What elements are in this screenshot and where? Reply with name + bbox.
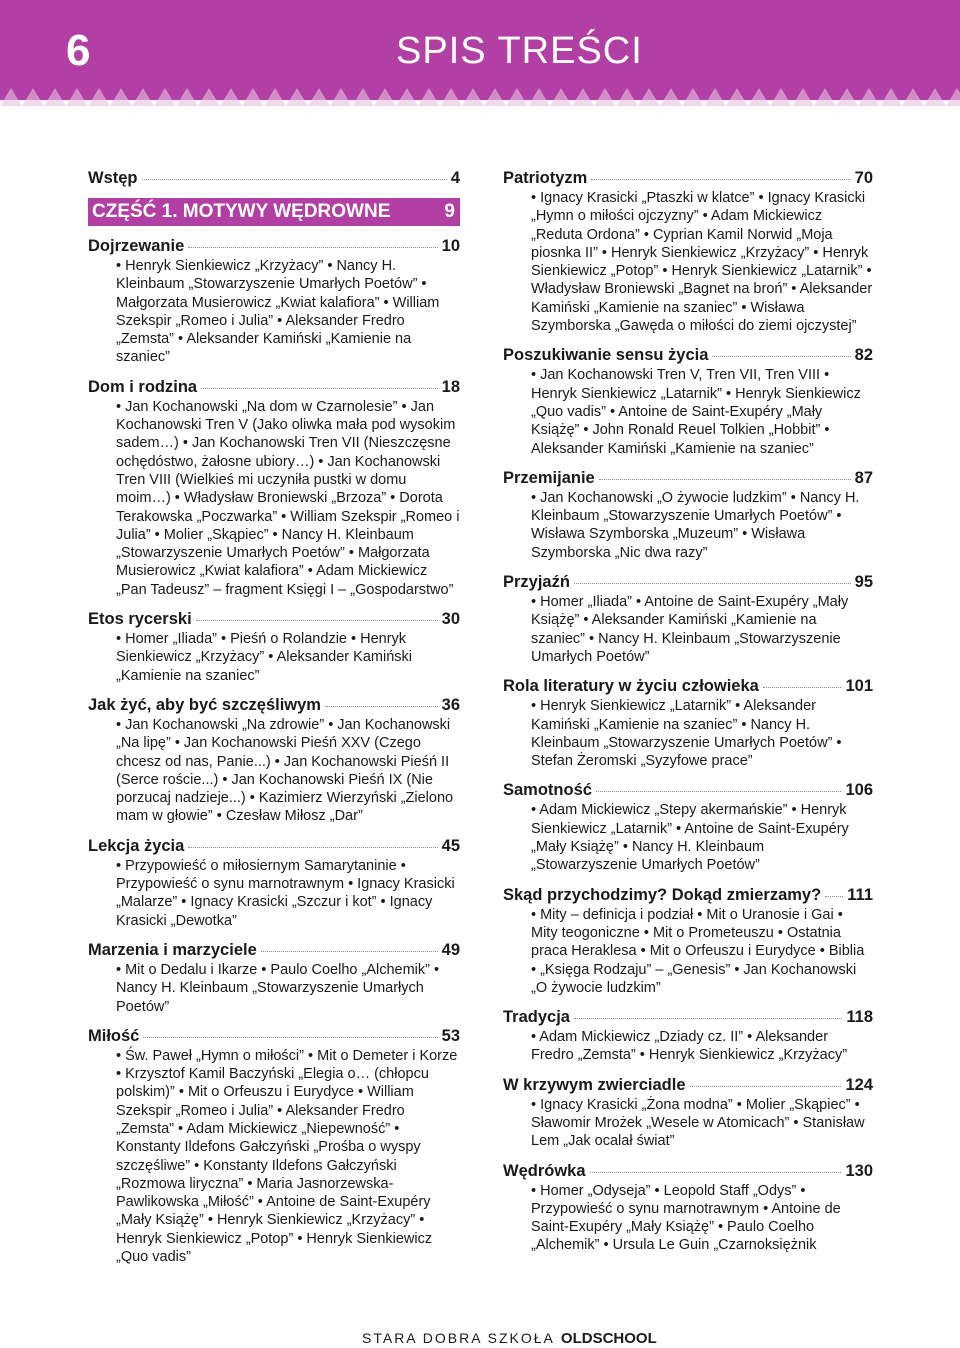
toc-entry-page: 106 [845, 781, 873, 800]
toc-entry-heading [503, 1075, 873, 1095]
footer-text: STARA DOBRA SZKOŁA [362, 1330, 555, 1346]
toc-entry [503, 345, 873, 457]
toc-entry-heading [88, 1026, 460, 1046]
toc-entry-heading [503, 345, 873, 365]
footer [362, 1330, 657, 1347]
toc-entry-page: 82 [854, 346, 873, 365]
dot-leader [599, 479, 851, 480]
toc-right-column [503, 168, 873, 1265]
toc-entry [88, 377, 460, 599]
toc-entry-title: Przyjaźń [503, 573, 570, 592]
toc-entry-works: • Ignacy Krasicki „Ptaszki w klatce” • Ignacy Krasicki „Hymn o miłości ojczyzny” • Adam Mickiewicz „Reduta Ordona” • Cyprian Kamil Norwid „Moja piosnka II” • Henryk Sienkiewicz „Krzyżacy” • Henryk Sienkiewicz „Potop” • Henryk Sienkiewicz „Latarnik” • Władysław Broniewski „Bagnet na broń” • Aleksander Kamiński „Kamienie na szaniec” • Wisława Szymborska „Gawęda o miłości do ziemi ojczystej” [531, 190, 873, 335]
toc-entry-page: 130 [845, 1161, 873, 1180]
dot-leader [712, 356, 850, 357]
toc-entry [88, 609, 460, 685]
toc-entry-page: 70 [854, 169, 873, 187]
toc-entry-heading [88, 236, 460, 256]
dot-leader [590, 1172, 842, 1173]
toc-entry-title: Tradycja [503, 1008, 570, 1027]
toc-entry-page: 10 [441, 237, 460, 255]
toc-entry-works: • Jan Kochanowski „Na zdrowie” • Jan Kochanowski „Na lipę” • Jan Kochanowski Pieśń XXV (Czego chcesz od nas, Panie...) • Jan Kochanowski Pieśń II (Serce roście...) • Jan Kochanowski Pieśń IX (Nie porzucaj nadzieje...) • Kazimierz Wierzyński „Zielono mam w głowie” • Czesław Miłosz „Dar” [116, 716, 454, 825]
dot-leader [690, 1086, 842, 1087]
toc-entry-title: Wstęp [88, 169, 138, 187]
toc-entry-works: • Jan Kochanowski „O żywocie ludzkim” • Nancy H. Kleinbaum „Stowarzyszenie Umarłych Poetów” • Wisława Szymborska „Muzeum” • Wisława Szymborska „Nic dwa razy” [531, 489, 860, 561]
toc-entry-title: Przemijanie [503, 468, 595, 487]
toc-entry-heading [503, 780, 873, 800]
toc-entry-heading [503, 885, 873, 905]
toc-entry-works: • Jan Kochanowski Tren V, Tren VII, Tren VIII • Henryk Sienkiewicz „Latarnik” • Henryk Sienkiewicz „Quo vadis” • Antoine de Saint-Exupéry „Mały Książę” • John Ronald Reuel Tolkien „Hobbit” • Aleksander Kamiński „Kamienie na szaniec” [531, 367, 861, 457]
toc-entry-works: • Mity – definicja i podział • Mit o Uranosie i Gai • Mity teogoniczne • Mit o Prometeuszu • Ostatnia praca Heraklesa • Mit o Orfeuszu i Eurydyce • Biblia • „Księga Rodzaju” – „Genesis” • Jan Kochanowski „O żywocie ludzkim” [531, 906, 865, 996]
dot-leader [188, 847, 437, 848]
toc-entry-title: Skąd przychodzimy? Dokąd zmierzamy? [503, 885, 822, 904]
page-number: 6 [66, 26, 91, 75]
toc-entry [88, 1026, 460, 1267]
dot-leader [574, 583, 851, 584]
toc-entry [503, 885, 873, 997]
toc-entry-works: • Adam Mickiewicz „Dziady cz. II” • Aleksander Fredro „Zemsta” • Henryk Sienkiewicz „Krzyżacy” [531, 1029, 848, 1064]
toc-entry-works: • Adam Mickiewicz „Stepy akermańskie” • Henryk Sienkiewicz „Latarnik” • Antoine de Saint-Exupéry „Mały Książę” • Nancy H. Kleinbaum „Stowarzyszenie Umarłych Poetów” [531, 802, 849, 874]
toc-entry-heading [88, 168, 460, 188]
toc-entry-page: 18 [441, 377, 460, 396]
toc-entry-page: 87 [854, 468, 873, 487]
toc-entry-page: 118 [846, 1008, 873, 1027]
toc-entry-heading [88, 377, 460, 397]
zigzag-border [0, 82, 960, 110]
dot-leader [763, 687, 842, 688]
toc-entry [88, 695, 460, 826]
toc-entry-heading [503, 468, 873, 488]
toc-entry-works: • Przypowieść o miłosiernym Samarytaninie • Przypowieść o synu marnotrawnym • Ignacy Krasicki „Malarze” • Ignacy Krasicki „Szczur i kot” • Ignacy Krasicki „Dewotka” [116, 857, 455, 929]
toc-entry [503, 780, 873, 874]
toc-entry [503, 572, 873, 666]
toc-entry-title: W krzywym zwierciadle [503, 1075, 686, 1094]
toc-entry-page: 4 [450, 169, 460, 187]
toc-entry [503, 468, 873, 562]
toc-entry-heading [88, 836, 460, 856]
dot-leader [201, 388, 438, 389]
toc-entry-works: • Mit o Dedalu i Ikarze • Paulo Coelho „Alchemik” • Nancy H. Kleinbaum „Stowarzyszenie Umarłych Poetów” [116, 961, 440, 1015]
page-title: SPIS TREŚCI [396, 30, 643, 72]
toc-entry-heading [88, 695, 460, 715]
toc-entry [503, 1075, 873, 1151]
dot-leader [574, 1018, 842, 1019]
part-title: CZĘŚĆ 1. MOTYWY WĘDROWNE [92, 201, 391, 222]
toc-entry [503, 168, 873, 335]
toc-entry-heading [503, 572, 873, 592]
toc-entry-page: 36 [441, 695, 460, 714]
toc-entry-page: 45 [441, 836, 460, 855]
brand-logo: OLDSCHOOL [560, 1330, 657, 1347]
toc-entry-works: • Św. Paweł „Hymn o miłości” • Mit o Demeter i Korze • Krzysztof Kamil Baczyński „Elegia o… (chłopcu polskim)” • Mit o Orfeuszu i Eurydyce • William Szekspir „Romeo i Julia” • Aleksander Fredro „Zemsta” • Adam Mickiewicz „Niepewność” • Konstanty Ildefons Gałczyński „Prośba o wyspy szczęśliwe” • Konstanty Ildefons Gałczyński „Rozmowa liryczna” • Maria Jasnorzewska-Pawlikowska „Miłość” • Antoine de Saint-Exupéry „Mały Książę” • Henryk Sienkiewicz „Krzyżacy” • Henryk Sienkiewicz „Potop” • Henryk Sienkiewicz „Quo vadis” [116, 1047, 458, 1266]
toc-entry-heading [503, 1007, 873, 1027]
toc-entry [88, 236, 460, 367]
toc-entry-title: Lekcja życia [88, 836, 185, 855]
toc-entry-page: 49 [441, 940, 460, 959]
dot-leader [196, 620, 438, 621]
toc-entry-page: 95 [854, 573, 873, 592]
toc-entry [88, 168, 460, 188]
toc-entry-title: Poszukiwanie sensu życia [503, 346, 709, 365]
dot-leader [261, 951, 438, 952]
toc-entry-title: Wędrówka [503, 1161, 586, 1180]
toc-entry-page: 53 [441, 1026, 460, 1045]
toc-entry-title: Patriotyzm [503, 169, 588, 187]
dot-leader [143, 1037, 437, 1038]
dot-leader [596, 791, 842, 792]
toc-entry-heading [88, 940, 460, 960]
toc-entry-heading [503, 1161, 873, 1181]
dot-leader [142, 179, 447, 180]
toc-entry-title: Samotność [503, 781, 592, 800]
toc-entry-page: 124 [845, 1075, 873, 1094]
part-page: 9 [444, 201, 455, 222]
toc-entry-title: Jak żyć, aby być szczęśliwym [88, 695, 321, 714]
toc-entry-works: • Homer „Iliada” • Pieśń o Rolandzie • Henryk Sienkiewicz „Krzyżacy” • Aleksander Kamiński „Kamienie na szaniec” [116, 631, 412, 684]
toc-entry [88, 836, 460, 930]
toc-entry [503, 1007, 873, 1065]
dot-leader [325, 706, 438, 707]
toc-entry-works: • Homer „Iliada” • Antoine de Saint-Exupéry „Mały Książę” • Aleksander Kamiński „Kamienie na szaniec” • Nancy H. Kleinbaum „Stowarzyszenie Umarłych Poetów” [531, 594, 849, 665]
toc-entry-works: • Homer „Odyseja” • Leopold Staff „Odys” • Przypowieść o synu marnotrawnym • Antoine de Saint-Exupéry „Mały Książę” • Paulo Coelho „Alchemik” • Ursula Le Guin „Czarnoksiężnik [531, 1182, 841, 1254]
toc-entry [503, 676, 873, 770]
toc-entry-heading [88, 609, 460, 629]
toc-entry-title: Dom i rodzina [88, 377, 198, 396]
toc-entry-title: Rola literatury w życiu człowieka [503, 677, 759, 696]
toc-entry-page: 101 [845, 677, 873, 696]
toc-entry [503, 1161, 873, 1255]
dot-leader [591, 179, 850, 180]
dot-leader [188, 247, 437, 248]
toc-entry-title: Etos rycerski [88, 610, 192, 629]
toc-entry [88, 940, 460, 1016]
toc-entry-page: 30 [441, 610, 460, 629]
toc-entry-page: 111 [847, 885, 873, 904]
toc-entry-heading [503, 168, 873, 188]
toc-entry-works: • Henryk Sienkiewicz „Krzyżacy” • Nancy H. Kleinbaum „Stowarzyszenie Umarłych Poetów” • Małgorzata Musierowicz „Kwiat kalafiora” • William Szekspir „Romeo i Julia” • Aleksander Fredro „Zemsta” • Aleksander Kamiński „Kamienie na szaniec” [116, 258, 440, 366]
toc-entry-works: • Ignacy Krasicki „Żona modna” • Molier „Skąpiec” • Sławomir Mrożek „Wesele w Atomicach” • Stanisław Lem „Jak ocalał świat” [531, 1096, 865, 1150]
toc-entry-title: Marzenia i marzyciele [88, 940, 257, 959]
toc-entry-title: Miłość [88, 1026, 140, 1045]
toc-entry-title: Dojrzewanie [88, 237, 185, 255]
toc-left-column [88, 168, 460, 1276]
part-heading [88, 198, 460, 226]
dot-leader [825, 896, 843, 897]
toc-entry-works: • Henryk Sienkiewicz „Latarnik” • Aleksander Kamiński „Kamienie na szaniec” • Nancy H. Kleinbaum „Stowarzyszenie Umarłych Poetów” • Stefan Żeromski „Syzyfowe prace” [531, 698, 842, 770]
toc-entry-heading [503, 676, 873, 696]
toc-entry-works: • Jan Kochanowski „Na dom w Czarnolesie” • Jan Kochanowski Tren V (Jako oliwka mała pod wysokim sadem…) • Jan Kochanowski Tren VII (Nieszczęsne ochędóstwo, żałosne ubiory…) • Jan Kochanowski Tren VIII (Wielkieś mi uczyniła pustki w domu moim…) • Władysław Broniewski „Brzoza” • Dorota Terakowska „Poczwarka” • William Szekspir „Romeo i Julia” • Molier „Skąpiec” • Nancy H. Kleinbaum „Stowarzyszenie Umarłych Poetów” • Małgorzata Musierowicz „Kwiat kalafiora” • Adam Mickiewicz „Pan Tadeusz” – fragment Księgi I – „Gospodarstwo” [116, 398, 460, 598]
